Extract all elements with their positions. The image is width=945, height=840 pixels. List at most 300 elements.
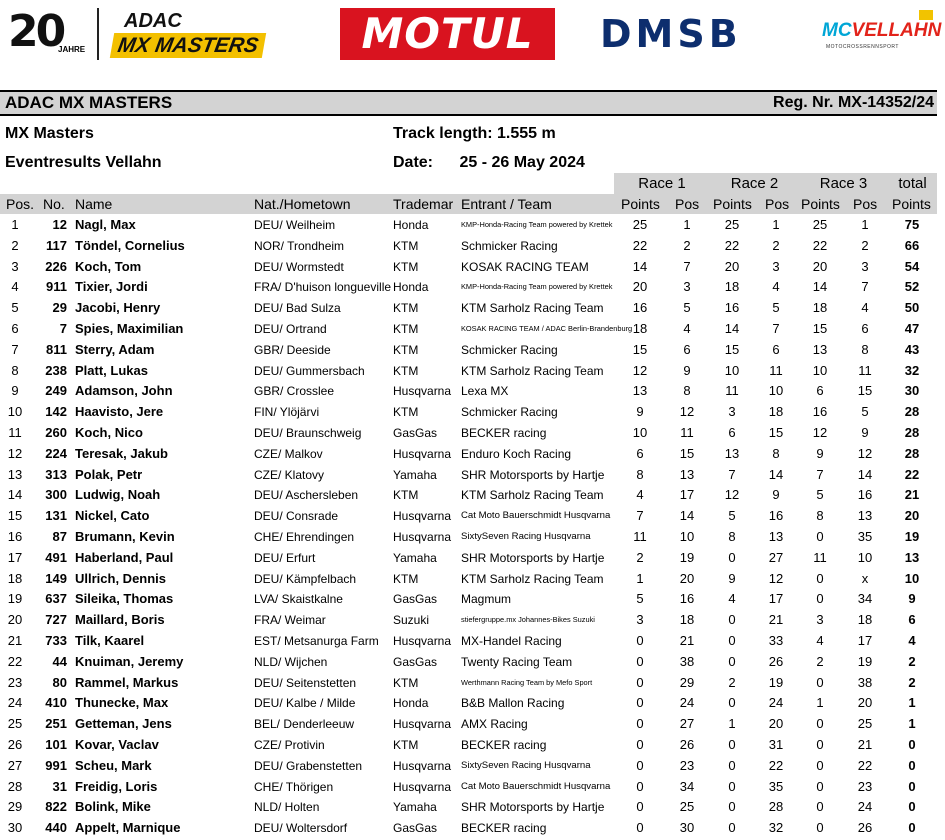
cell-team: AMX Racing <box>461 717 528 732</box>
cell-total-points: 32 <box>904 362 920 378</box>
cell-race2-points: 22 <box>724 237 740 253</box>
cell-trademark: KTM <box>393 301 419 316</box>
cell-race3-points: 20 <box>812 258 828 274</box>
cell-team: Enduro Koch Racing <box>461 446 572 461</box>
cell-total-points: 13 <box>904 549 920 565</box>
cell-team: KTM Sarholz Racing Team <box>461 301 604 316</box>
cell-pos: 11 <box>8 424 22 440</box>
cell-race1-points: 4 <box>636 487 644 503</box>
table-row <box>0 610 937 631</box>
col-points-race3: Points <box>801 196 840 212</box>
cell-nat: CZE/ Klatovy <box>254 467 325 482</box>
cell-number: 911 <box>46 279 67 295</box>
cell-nat: LVA/ Skaistkalne <box>254 592 343 607</box>
cell-pos: 19 <box>7 591 23 607</box>
cell-race2-pos: 9 <box>772 487 780 503</box>
flag-icon <box>919 10 933 20</box>
cell-trademark: Husqvarna <box>393 509 452 524</box>
cell-race2-points: 0 <box>728 549 736 565</box>
track-length-value: 1.555 m <box>497 125 556 142</box>
cell-team: KTM Sarholz Racing Team <box>461 571 604 586</box>
col-no: No. <box>43 196 65 212</box>
cell-total-points: 28 <box>904 404 920 420</box>
cell-race2-points: 0 <box>728 632 736 648</box>
cell-race1-pos: 16 <box>679 591 695 607</box>
cell-race3-points: 13 <box>812 341 828 357</box>
table-row <box>0 797 937 818</box>
cell-total-points: 6 <box>908 612 916 628</box>
cell-name: Koch, Nico <box>75 424 143 440</box>
cell-race2-pos: 15 <box>768 424 784 440</box>
cell-team: Lexa MX <box>461 384 509 399</box>
cell-race1-pos: 5 <box>683 300 691 316</box>
cell-race3-points: 14 <box>812 279 828 295</box>
cell-race1-points: 15 <box>632 341 648 357</box>
cell-race1-points: 7 <box>636 508 644 524</box>
date-label: Date: <box>393 154 434 171</box>
cell-race3-points: 25 <box>812 217 828 232</box>
cell-nat: CZE/ Protivin <box>254 737 325 752</box>
cell-name: Sileika, Thomas <box>75 591 174 607</box>
cell-race3-points: 9 <box>816 445 824 461</box>
cell-total-points: 2 <box>908 674 916 690</box>
table-row <box>0 277 937 298</box>
cell-race2-points: 0 <box>728 695 736 711</box>
cell-race3-pos: 34 <box>857 591 873 607</box>
cell-pos: 18 <box>7 570 23 586</box>
cell-name: Rammel, Markus <box>75 674 179 690</box>
cell-race3-pos: 23 <box>857 778 873 794</box>
cell-pos: 23 <box>7 674 23 690</box>
cell-race1-points: 0 <box>636 778 644 794</box>
series-title: ADAC MX MASTERS <box>5 93 173 112</box>
table-row <box>0 693 937 714</box>
table-row <box>0 548 937 569</box>
table-row <box>0 236 937 257</box>
cell-name: Platt, Lukas <box>75 362 148 378</box>
cell-race1-points: 8 <box>636 466 644 482</box>
cell-race3-points: 6 <box>816 383 824 399</box>
cell-nat: DEU/ Weilheim <box>254 218 336 232</box>
table-row <box>0 381 937 402</box>
cell-name: Scheu, Mark <box>75 757 152 773</box>
table-row <box>0 818 937 839</box>
cell-pos: 29 <box>7 799 23 815</box>
event-name: Eventresults Vellahn <box>5 154 162 171</box>
cell-team: Schmicker Racing <box>461 342 558 357</box>
cell-race1-pos: 6 <box>683 341 691 357</box>
adac-mx-masters-logo <box>112 10 292 58</box>
cell-total-points: 2 <box>908 653 916 669</box>
cell-nat: FRA/ Weimar <box>254 613 326 628</box>
cell-team: KMP-Honda-Racing Team powered by Krettek <box>461 282 613 292</box>
cell-race2-points: 0 <box>728 653 736 669</box>
table-row <box>0 631 937 652</box>
cell-name: Nickel, Cato <box>75 508 150 524</box>
cell-number: 80 <box>52 674 67 690</box>
cell-race3-pos: 21 <box>857 736 873 752</box>
mc-vellahn-logo <box>822 10 942 55</box>
cell-number: 7 <box>59 320 67 336</box>
cell-trademark: Yamaha <box>393 467 437 482</box>
cell-trademark: Yamaha <box>393 550 437 565</box>
cell-race1-points: 11 <box>633 528 647 544</box>
cell-race2-pos: 19 <box>768 674 784 690</box>
cell-total-points: 0 <box>908 799 916 815</box>
col-points-total: Points <box>892 196 931 212</box>
cell-race1-points: 0 <box>636 695 644 711</box>
cell-total-points: 50 <box>904 300 920 316</box>
table-row <box>0 756 937 777</box>
cell-race3-points: 16 <box>812 404 828 420</box>
cell-name: Appelt, Marnique <box>75 820 181 836</box>
cell-race1-points: 0 <box>636 674 644 690</box>
cell-race1-pos: 9 <box>683 362 691 378</box>
cell-team: B&B Mallon Racing <box>461 696 565 711</box>
cell-trademark: Husqvarna <box>393 633 452 648</box>
cell-nat: NLD/ Holten <box>254 800 320 815</box>
cell-number: 224 <box>45 445 67 461</box>
cell-nat: DEU/ Aschersleben <box>254 488 359 503</box>
cell-race1-pos: 25 <box>679 799 695 815</box>
col-pos-race1: Pos <box>675 196 700 212</box>
cell-race3-pos: 18 <box>857 612 873 628</box>
race-group-headers <box>614 173 937 194</box>
cell-race2-points: 0 <box>728 799 736 815</box>
cell-pos: 6 <box>11 320 19 336</box>
cell-race3-pos: 10 <box>857 549 873 565</box>
cell-race1-points: 9 <box>636 404 644 420</box>
cell-total-points: 0 <box>908 820 916 836</box>
cell-trademark: Husqvarna <box>393 717 452 732</box>
cell-race1-points: 0 <box>636 820 644 836</box>
cell-total-points: 66 <box>904 237 920 253</box>
cell-race2-points: 0 <box>728 612 736 628</box>
cell-race3-points: 2 <box>816 653 824 669</box>
cell-race2-points: 5 <box>728 508 736 524</box>
table-row <box>0 340 937 361</box>
cell-team: KTM Sarholz Racing Team <box>461 488 604 503</box>
cell-name: Koch, Tom <box>75 258 142 274</box>
cell-race2-pos: 12 <box>768 570 784 586</box>
cell-race1-pos: 30 <box>679 820 695 836</box>
cell-name: Ludwig, Noah <box>75 487 161 503</box>
cell-number: 822 <box>45 799 67 815</box>
cell-race1-points: 16 <box>632 300 648 316</box>
cell-trademark: KTM <box>393 238 419 253</box>
cell-nat: CHE/ Ehrendingen <box>254 529 355 544</box>
cell-race1-pos: 14 <box>679 508 695 524</box>
cell-race3-pos: 35 <box>857 528 873 544</box>
cell-race1-points: 0 <box>636 653 644 669</box>
cell-trademark: Husqvarna <box>393 779 452 794</box>
cell-nat: BEL/ Denderleeuw <box>254 717 355 732</box>
cell-nat: NLD/ Wijchen <box>254 654 328 669</box>
cell-total-points: 43 <box>904 341 920 357</box>
cell-nat: DEU/ Braunschweig <box>254 425 362 440</box>
cell-race1-points: 20 <box>632 279 648 295</box>
cell-trademark: KTM <box>393 363 419 378</box>
cell-race1-points: 10 <box>632 424 648 440</box>
cell-race3-pos: 6 <box>861 320 869 336</box>
cell-number: 491 <box>45 549 67 565</box>
cell-number: 249 <box>45 383 67 399</box>
cell-race3-points: 0 <box>816 778 824 794</box>
cell-pos: 4 <box>11 279 19 295</box>
cell-name: Polak, Petr <box>75 466 143 482</box>
cell-race2-points: 7 <box>728 466 736 482</box>
cell-race3-points: 8 <box>816 508 824 524</box>
cell-team: Schmicker Racing <box>461 238 558 253</box>
cell-race3-pos: 22 <box>857 757 873 773</box>
cell-race1-points: 18 <box>632 320 648 336</box>
cell-number: 12 <box>52 217 67 232</box>
cell-race1-points: 14 <box>632 258 648 274</box>
cell-pos: 13 <box>7 466 23 482</box>
cell-pos: 28 <box>7 778 23 794</box>
class-name: MX Masters <box>5 125 94 142</box>
cell-race3-points: 3 <box>816 612 824 628</box>
cell-race1-pos: 23 <box>679 757 695 773</box>
cell-name: Bolink, Mike <box>75 799 151 815</box>
cell-race2-points: 12 <box>724 487 740 503</box>
cell-total-points: 28 <box>904 445 920 461</box>
cell-nat: DEU/ Grabenstetten <box>254 758 363 773</box>
cell-race3-points: 10 <box>812 362 828 378</box>
cell-trademark: KTM <box>393 488 419 503</box>
cell-number: 131 <box>45 508 67 524</box>
cell-trademark: Husqvarna <box>393 446 452 461</box>
cell-race1-pos: 19 <box>679 549 695 565</box>
cell-race1-pos: 2 <box>683 237 691 253</box>
cell-total-points: 28 <box>904 424 920 440</box>
col-pos: Pos. <box>6 196 35 212</box>
cell-team: SHR Motorsports by Hartje <box>461 800 605 815</box>
col-pos-race3: Pos <box>853 196 878 212</box>
cell-trademark: GasGas <box>393 654 438 669</box>
cell-pos: 9 <box>11 383 19 399</box>
cell-team: KTM Sarholz Racing Team <box>461 363 604 378</box>
cell-race3-points: 0 <box>816 820 824 836</box>
registration-number: Reg. Nr. MX-14352/24 <box>773 94 934 111</box>
cell-race1-points: 13 <box>632 383 648 399</box>
col-points-race1: Points <box>621 196 660 212</box>
col-pos-race2: Pos <box>765 196 790 212</box>
cell-pos: 12 <box>7 445 23 461</box>
cell-pos: 2 <box>11 237 19 253</box>
cell-trademark: Suzuki <box>393 613 430 628</box>
cell-pos: 26 <box>7 736 23 752</box>
cell-race3-points: 22 <box>812 237 828 253</box>
cell-race2-pos: 13 <box>768 528 784 544</box>
cell-race2-pos: 2 <box>772 237 780 253</box>
cell-total-points: 10 <box>904 570 920 586</box>
cell-race3-points: 0 <box>816 757 824 773</box>
table-row <box>0 465 937 486</box>
cell-number: 44 <box>52 653 67 669</box>
cell-race2-pos: 7 <box>772 320 780 336</box>
cell-total-points: 21 <box>904 487 920 503</box>
cell-race3-pos: 2 <box>861 237 869 253</box>
cell-race3-pos: 15 <box>857 383 873 399</box>
total-header: total <box>888 173 937 194</box>
cell-race1-pos: 8 <box>683 383 691 399</box>
cell-race2-points: 4 <box>728 591 736 607</box>
cell-number: 637 <box>45 591 67 607</box>
table-row <box>0 402 937 423</box>
cell-nat: DEU/ Woltersdorf <box>254 821 348 836</box>
cell-race1-points: 2 <box>636 549 644 565</box>
cell-race1-pos: 12 <box>679 404 695 420</box>
cell-race1-pos: 20 <box>679 570 695 586</box>
cell-race3-points: 5 <box>816 487 824 503</box>
cell-total-points: 0 <box>908 778 916 794</box>
cell-pos: 21 <box>7 632 23 648</box>
cell-race2-points: 11 <box>725 383 739 399</box>
cell-race3-pos: 24 <box>857 799 873 815</box>
cell-trademark: Husqvarna <box>393 384 452 399</box>
cell-name: Brumann, Kevin <box>75 528 175 544</box>
cell-race2-pos: 16 <box>768 508 784 524</box>
cell-number: 733 <box>45 632 67 648</box>
cell-name: Nagl, Max <box>75 217 136 232</box>
cell-race2-points: 2 <box>728 674 736 690</box>
cell-number: 440 <box>45 820 67 836</box>
cell-race2-pos: 35 <box>768 778 784 794</box>
adac-logo-line2: MX MASTERS <box>110 33 266 58</box>
cell-trademark: Honda <box>393 696 429 711</box>
table-row <box>0 673 937 694</box>
cell-race3-pos: 19 <box>857 653 873 669</box>
cell-pos: 3 <box>11 258 19 274</box>
cell-race1-points: 0 <box>636 736 644 752</box>
cell-nat: DEU/ Bad Sulza <box>254 301 341 316</box>
cell-pos: 16 <box>7 528 23 544</box>
cell-race3-points: 12 <box>812 424 828 440</box>
cell-team: BECKER racing <box>461 737 547 752</box>
cell-race2-points: 14 <box>724 320 740 336</box>
cell-name: Adamson, John <box>75 383 173 399</box>
cell-number: 300 <box>45 487 67 503</box>
cell-name: Maillard, Boris <box>75 612 165 628</box>
cell-trademark: GasGas <box>393 592 438 607</box>
cell-race1-points: 3 <box>636 612 644 628</box>
cell-number: 251 <box>45 716 67 732</box>
cell-pos: 24 <box>7 695 23 711</box>
cell-nat: GBR/ Deeside <box>254 342 331 357</box>
race1-header: Race 1 <box>614 173 710 194</box>
mc-vellahn-name: VELLAHN <box>851 20 942 41</box>
cell-team: Werthmann Racing Team by Mefo Sport <box>461 677 593 687</box>
table-row <box>0 527 937 548</box>
table-row <box>0 298 937 319</box>
cell-nat: FRA/ D'huison longueville <box>254 280 392 295</box>
cell-race3-pos: 7 <box>861 279 869 295</box>
cell-number: 31 <box>52 778 67 794</box>
cell-race3-points: 0 <box>816 570 824 586</box>
cell-pos: 1 <box>11 217 19 232</box>
cell-race1-points: 0 <box>636 716 644 732</box>
cell-race1-points: 25 <box>632 217 648 232</box>
cell-race3-points: 0 <box>816 799 824 815</box>
cell-number: 87 <box>52 528 67 544</box>
adac-logo-line1: ADAC <box>124 10 182 32</box>
results-table-body <box>0 215 937 839</box>
cell-race2-pos: 10 <box>768 383 784 399</box>
cell-race1-pos: 7 <box>683 258 691 274</box>
cell-trademark: Yamaha <box>393 800 437 815</box>
cell-race1-pos: 15 <box>679 445 695 461</box>
cell-number: 238 <box>45 362 67 378</box>
cell-name: Getteman, Jens <box>75 716 172 732</box>
cell-race1-pos: 27 <box>679 716 695 732</box>
cell-race2-pos: 14 <box>768 466 784 482</box>
cell-total-points: 0 <box>908 757 916 773</box>
cell-race3-points: 15 <box>812 320 828 336</box>
cell-race2-points: 9 <box>728 570 736 586</box>
cell-race3-points: 7 <box>816 466 824 482</box>
cell-pos: 25 <box>7 716 23 732</box>
cell-race3-points: 0 <box>816 674 824 690</box>
table-row <box>0 569 937 590</box>
cell-race2-points: 0 <box>728 820 736 836</box>
sponsor-logo-bar <box>0 0 945 80</box>
cell-race1-pos: 34 <box>679 778 695 794</box>
cell-race2-pos: 28 <box>768 799 784 815</box>
cell-race2-pos: 11 <box>769 362 783 378</box>
cell-race3-points: 18 <box>812 300 828 316</box>
cell-race2-pos: 22 <box>768 757 784 773</box>
cell-race2-points: 15 <box>724 341 740 357</box>
table-row <box>0 714 937 735</box>
col-points-race2: Points <box>713 196 752 212</box>
cell-race2-points: 0 <box>728 736 736 752</box>
cell-race1-points: 0 <box>636 799 644 815</box>
table-row <box>0 506 937 527</box>
track-length <box>393 125 556 143</box>
cell-name: Freidig, Loris <box>75 778 158 794</box>
cell-name: Sterry, Adam <box>75 341 155 357</box>
cell-trademark: KTM <box>393 259 419 274</box>
cell-number: 313 <box>45 466 67 482</box>
cell-race3-pos: 11 <box>858 362 872 378</box>
cell-race2-points: 0 <box>728 778 736 794</box>
cell-race2-pos: 33 <box>768 632 784 648</box>
cell-race3-pos: 16 <box>857 487 873 503</box>
cell-race2-pos: 32 <box>768 820 784 836</box>
cell-total-points: 30 <box>904 383 920 399</box>
cell-race2-points: 18 <box>724 279 740 295</box>
cell-number: 811 <box>46 341 67 357</box>
cell-total-points: 75 <box>904 217 920 232</box>
cell-total-points: 54 <box>904 258 920 274</box>
cell-race2-points: 3 <box>728 404 736 420</box>
cell-nat: DEU/ Erfurt <box>254 550 316 565</box>
cell-race2-points: 13 <box>724 445 740 461</box>
cell-trademark: GasGas <box>393 425 438 440</box>
cell-nat: DEU/ Consrade <box>254 509 339 524</box>
mc-vellahn-mc: MC <box>822 20 852 41</box>
cell-race3-pos: 17 <box>857 632 873 648</box>
cell-total-points: 1 <box>908 695 916 711</box>
cell-race3-pos: 26 <box>857 820 873 836</box>
cell-race1-points: 1 <box>636 570 644 586</box>
results-table-header <box>0 194 937 214</box>
cell-trademark: Husqvarna <box>393 758 452 773</box>
cell-total-points: 19 <box>904 528 920 544</box>
cell-name: Thunecke, Max <box>75 695 169 711</box>
cell-race2-pos: 6 <box>772 341 780 357</box>
